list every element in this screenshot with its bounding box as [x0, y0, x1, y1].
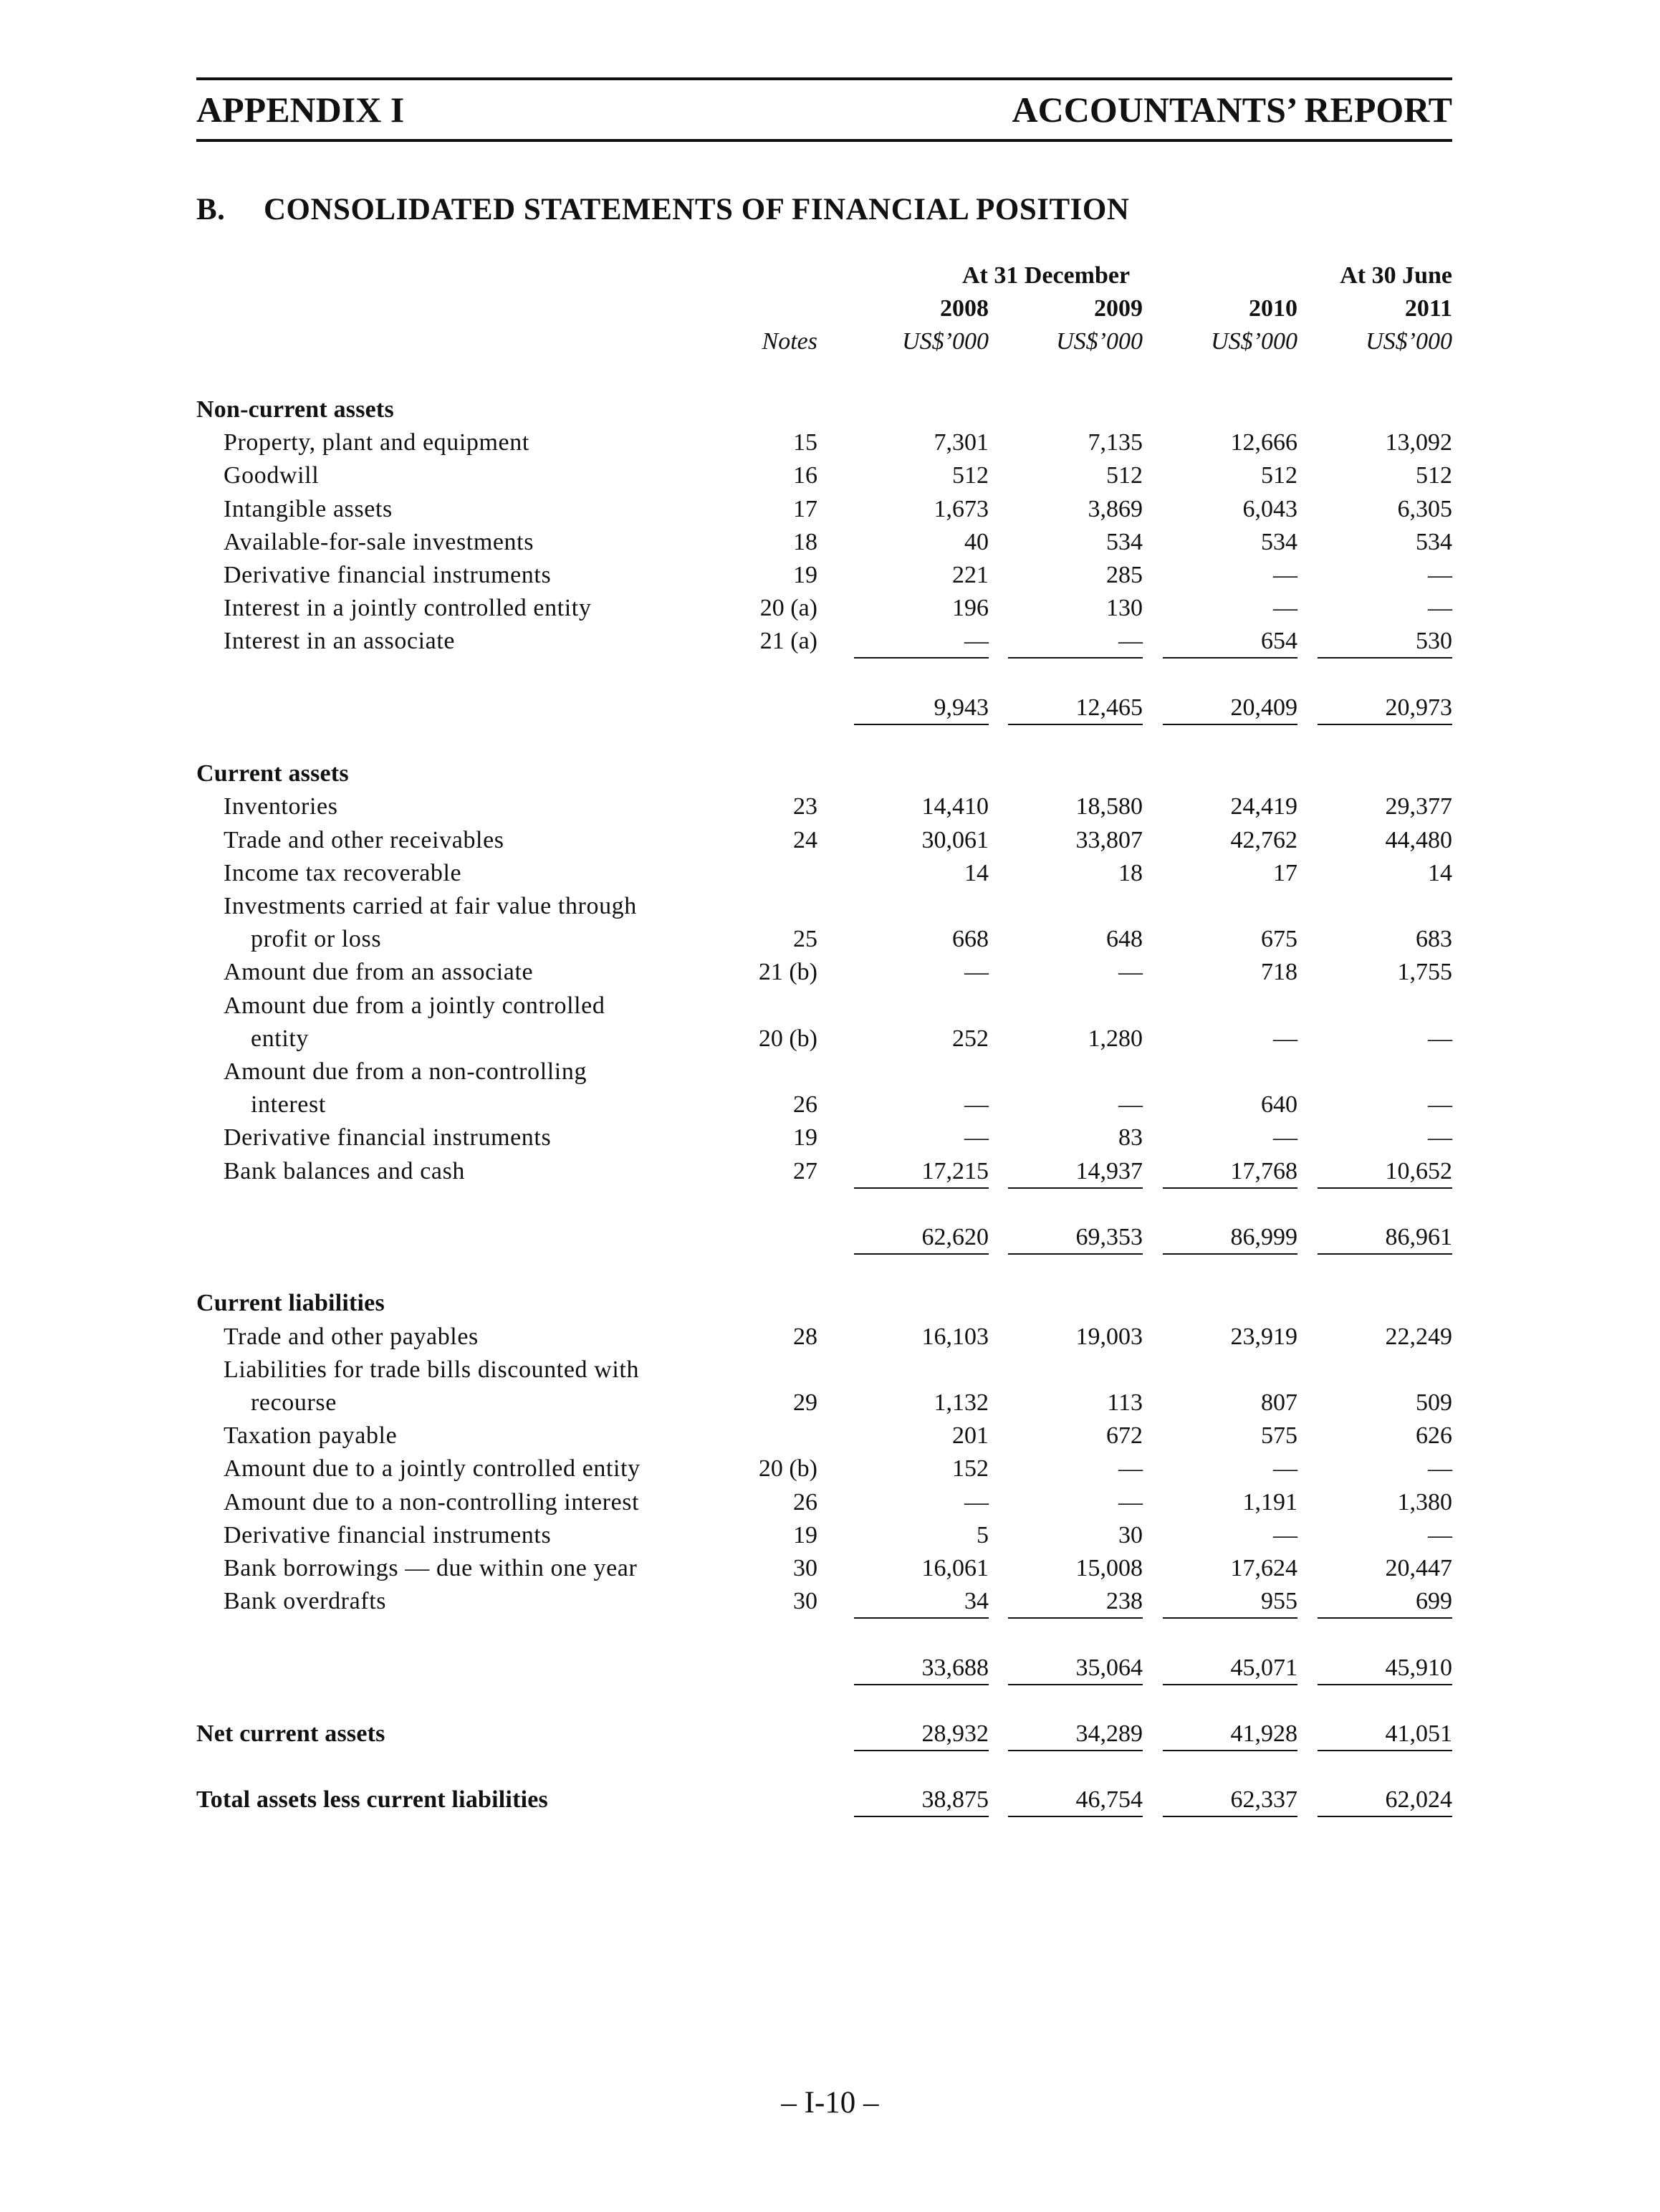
row-label: Bank borrowings — due within one year: [224, 1555, 638, 1581]
sum-underline: [1008, 724, 1143, 725]
value-cell-2008: 30,061: [921, 827, 989, 853]
value-cell-2008: —: [964, 959, 989, 985]
row-note: 29: [793, 1389, 817, 1416]
value-cell-2010: 86,999: [1230, 1224, 1297, 1250]
value-cell-2009: 35,064: [1075, 1655, 1143, 1681]
value-cell-2009: —: [1118, 1455, 1143, 1482]
row-label: Liabilities for trade bills discounted with: [224, 1356, 640, 1383]
value-cell-2011: 626: [1416, 1422, 1452, 1449]
section-heading: Current assets: [196, 760, 349, 787]
value-cell-2011: —: [1428, 562, 1452, 588]
column-year-2009: 2009: [1094, 295, 1143, 322]
row-note: 18: [793, 529, 817, 555]
section-heading-row: [0, 1290, 1660, 1323]
value-cell-2010: 12,666: [1230, 429, 1297, 456]
row-label: Derivative financial instruments: [224, 1522, 552, 1548]
sum-underline: [854, 1684, 989, 1685]
sum-underline: [1008, 1684, 1143, 1685]
value-cell-2009: —: [1118, 1489, 1143, 1516]
value-cell-2010: 17,768: [1230, 1158, 1297, 1184]
sum-underline: [854, 657, 989, 659]
value-cell-2008: 7,301: [934, 429, 989, 456]
value-cell-2008: —: [964, 1124, 989, 1151]
table-row: [0, 429, 1660, 462]
value-cell-2011: 6,305: [1397, 496, 1452, 522]
value-cell-2008: 14,410: [921, 793, 989, 820]
table-row: [0, 1522, 1660, 1555]
column-group-december: At 31 December: [961, 262, 1131, 289]
row-label: Interest in an associate: [224, 628, 456, 654]
table-row: [0, 959, 1660, 992]
sum-underline: [1008, 657, 1143, 659]
sum-underline: [1163, 1684, 1297, 1685]
value-cell-2009: 15,008: [1075, 1555, 1143, 1581]
sum-underline: [1008, 1816, 1143, 1817]
value-cell-2011: 699: [1416, 1588, 1452, 1614]
row-note: 30: [793, 1588, 817, 1614]
column-year-2011: 2011: [1404, 295, 1452, 322]
value-cell-2009: 534: [1106, 529, 1143, 555]
table-row: [0, 1422, 1660, 1455]
sum-underline: [1318, 657, 1452, 659]
row-label: Amount due to a non-controlling interest: [224, 1489, 640, 1516]
value-cell-2008: 16,103: [921, 1323, 989, 1350]
value-cell-2011: 512: [1416, 462, 1452, 489]
value-cell-2010: 955: [1261, 1588, 1297, 1614]
value-cell-2008: 16,061: [921, 1555, 989, 1581]
row-label: Income tax recoverable: [224, 860, 462, 886]
value-cell-2010: 42,762: [1230, 827, 1297, 853]
value-cell-2009: 113: [1107, 1389, 1143, 1416]
section-title-text: CONSOLIDATED STATEMENTS OF FINANCIAL POSITION: [264, 193, 1130, 226]
value-cell-2008: 28,932: [921, 1720, 989, 1747]
value-cell-2009: 19,003: [1075, 1323, 1143, 1350]
row-label: Amount due from a jointly controlled: [224, 992, 605, 1019]
value-cell-2011: 41,051: [1385, 1720, 1452, 1747]
sum-underline: [1008, 1187, 1143, 1189]
column-unit-2011: US$’000: [1366, 328, 1452, 355]
table-row: [0, 529, 1660, 562]
value-cell-2011: 86,961: [1385, 1224, 1452, 1250]
row-note: 21 (a): [759, 628, 817, 654]
sum-underline: [1163, 1253, 1297, 1255]
value-cell-2011: 1,755: [1397, 959, 1452, 985]
row-note: 16: [793, 462, 817, 489]
row-label: Trade and other payables: [224, 1323, 479, 1350]
row-note: 28: [793, 1323, 817, 1350]
value-cell-2008: 40: [964, 529, 989, 555]
value-cell-2011: —: [1428, 595, 1452, 621]
sum-underline: [854, 724, 989, 725]
value-cell-2011: 20,973: [1385, 694, 1452, 721]
value-cell-2008: 5: [977, 1522, 989, 1548]
value-cell-2011: —: [1428, 1091, 1452, 1118]
sum-underline: [1163, 1816, 1297, 1817]
row-note: 25: [793, 926, 817, 952]
row-note: 20 (b): [758, 1025, 817, 1052]
sum-underline: [1318, 1253, 1452, 1255]
value-cell-2008: —: [964, 1091, 989, 1118]
value-cell-2010: —: [1273, 595, 1297, 621]
header-top-rule: [196, 77, 1452, 80]
row-note: 23: [793, 793, 817, 820]
value-cell-2010: 534: [1261, 529, 1297, 555]
value-cell-2009: 672: [1106, 1422, 1143, 1449]
row-label: Property, plant and equipment: [224, 429, 529, 456]
table-row: [0, 1124, 1660, 1157]
value-cell-2008: 196: [952, 595, 989, 621]
sum-underline: [1318, 1684, 1452, 1685]
value-cell-2011: 20,447: [1385, 1555, 1452, 1581]
table-row: [0, 1356, 1660, 1389]
value-cell-2011: 45,910: [1385, 1655, 1452, 1681]
row-label: Available-for-sale investments: [224, 529, 534, 555]
value-cell-2008: 17,215: [921, 1158, 989, 1184]
row-note: 21 (b): [758, 959, 817, 985]
table-row: [0, 827, 1660, 860]
row-label: Derivative financial instruments: [224, 562, 552, 588]
value-cell-2011: —: [1428, 1455, 1452, 1482]
value-cell-2009: 69,353: [1075, 1224, 1143, 1250]
value-cell-2009: 18,580: [1075, 793, 1143, 820]
row-note: 20 (b): [758, 1455, 817, 1482]
value-cell-2008: —: [964, 1489, 989, 1516]
table-row: [0, 1455, 1660, 1488]
section-heading: Non-current assets: [196, 396, 394, 423]
value-cell-2009: 18: [1118, 860, 1143, 886]
row-label: Amount due from an associate: [224, 959, 534, 985]
column-notes-label: Notes: [762, 328, 817, 355]
column-year-2008: 2008: [940, 295, 989, 322]
value-cell-2009: 7,135: [1088, 429, 1143, 456]
value-cell-2008: 1,132: [934, 1389, 989, 1416]
sum-underline: [854, 1816, 989, 1817]
row-note: 19: [793, 1522, 817, 1548]
value-cell-2011: 44,480: [1385, 827, 1452, 853]
value-cell-2008: 221: [952, 562, 989, 588]
value-cell-2008: 9,943: [934, 694, 989, 721]
value-cell-2008: 38,875: [921, 1786, 989, 1813]
value-cell-2010: 512: [1261, 462, 1297, 489]
table-row: [0, 893, 1660, 926]
total-row: [0, 1720, 1660, 1753]
sum-underline: [854, 1187, 989, 1189]
section-heading: Current liabilities: [196, 1290, 385, 1316]
row-note: 19: [793, 562, 817, 588]
value-cell-2008: 62,620: [921, 1224, 989, 1250]
value-cell-2010: —: [1273, 1455, 1297, 1482]
value-cell-2009: 648: [1106, 926, 1143, 952]
value-cell-2011: 10,652: [1385, 1158, 1452, 1184]
value-cell-2011: 62,024: [1385, 1786, 1452, 1813]
row-label: profit or loss: [251, 926, 382, 952]
table-row: [0, 860, 1660, 893]
total-row: [0, 1786, 1660, 1819]
value-cell-2010: 654: [1261, 628, 1297, 654]
value-cell-2010: 640: [1261, 1091, 1297, 1118]
value-cell-2010: 24,419: [1230, 793, 1297, 820]
sum-underline: [1163, 1617, 1297, 1619]
sum-underline: [1318, 1816, 1452, 1817]
table-row: [0, 992, 1660, 1025]
row-note: 24: [793, 827, 817, 853]
row-note: 26: [793, 1091, 817, 1118]
sum-underline: [1008, 1750, 1143, 1751]
row-note: 19: [793, 1124, 817, 1151]
value-cell-2010: 17: [1273, 860, 1297, 886]
sum-underline: [1318, 1750, 1452, 1751]
column-unit-2009: US$’000: [1056, 328, 1143, 355]
table-row: [0, 1158, 1660, 1191]
table-row: [0, 1555, 1660, 1588]
table-row: [0, 1389, 1660, 1422]
sum-underline: [1008, 1253, 1143, 1255]
value-cell-2011: 13,092: [1385, 429, 1452, 456]
section-letter: B.: [196, 193, 226, 226]
row-label: Total assets less current liabilities: [196, 1786, 548, 1813]
table-row: [0, 1058, 1660, 1091]
sum-underline: [1008, 1617, 1143, 1619]
value-cell-2011: 534: [1416, 529, 1452, 555]
value-cell-2009: —: [1118, 1091, 1143, 1118]
value-cell-2008: 33,688: [921, 1655, 989, 1681]
table-row: [0, 926, 1660, 959]
table-row: [0, 496, 1660, 529]
sum-underline: [1163, 724, 1297, 725]
header-bottom-rule: [196, 139, 1452, 142]
value-cell-2008: 14: [964, 860, 989, 886]
value-cell-2009: 238: [1106, 1588, 1143, 1614]
value-cell-2009: —: [1118, 959, 1143, 985]
sum-underline: [1318, 1187, 1452, 1189]
value-cell-2011: 509: [1416, 1389, 1452, 1416]
value-cell-2010: —: [1273, 562, 1297, 588]
value-cell-2008: 201: [952, 1422, 989, 1449]
row-label: Investments carried at fair value through: [224, 893, 637, 919]
value-cell-2010: 20,409: [1230, 694, 1297, 721]
row-label: recourse: [251, 1389, 337, 1416]
column-group-june: At 30 June: [1340, 262, 1452, 289]
subtotal-row: [0, 1655, 1660, 1687]
sum-underline: [1163, 1187, 1297, 1189]
column-unit-2010: US$’000: [1211, 328, 1297, 355]
section-heading-row: [0, 760, 1660, 793]
value-cell-2010: 718: [1261, 959, 1297, 985]
value-cell-2008: —: [964, 628, 989, 654]
value-cell-2010: 6,043: [1242, 496, 1297, 522]
value-cell-2011: 1,380: [1397, 1489, 1452, 1516]
table-row: [0, 595, 1660, 628]
sum-underline: [1163, 657, 1297, 659]
table-row: [0, 1323, 1660, 1356]
value-cell-2010: —: [1273, 1124, 1297, 1151]
value-cell-2010: 41,928: [1230, 1720, 1297, 1747]
value-cell-2009: 512: [1106, 462, 1143, 489]
value-cell-2010: 807: [1261, 1389, 1297, 1416]
table-row: [0, 628, 1660, 661]
value-cell-2010: 45,071: [1230, 1655, 1297, 1681]
row-label: Goodwill: [224, 462, 320, 489]
subtotal-row: [0, 1224, 1660, 1257]
subtotal-row: [0, 694, 1660, 727]
row-label: Intangible assets: [224, 496, 393, 522]
value-cell-2009: 1,280: [1088, 1025, 1143, 1052]
row-label: Bank overdrafts: [224, 1588, 387, 1614]
value-cell-2011: —: [1428, 1025, 1452, 1052]
value-cell-2009: 12,465: [1075, 694, 1143, 721]
value-cell-2011: 14: [1428, 860, 1452, 886]
row-label: entity: [251, 1025, 310, 1052]
row-label: Net current assets: [196, 1720, 385, 1747]
value-cell-2011: 683: [1416, 926, 1452, 952]
value-cell-2009: 34,289: [1075, 1720, 1143, 1747]
row-note: 15: [793, 429, 817, 456]
value-cell-2011: 530: [1416, 628, 1452, 654]
row-label: Amount due to a jointly controlled entity: [224, 1455, 641, 1482]
value-cell-2009: 46,754: [1075, 1786, 1143, 1813]
table-row: [0, 793, 1660, 826]
row-label: Derivative financial instruments: [224, 1124, 552, 1151]
sum-underline: [854, 1617, 989, 1619]
sum-underline: [1318, 724, 1452, 725]
value-cell-2010: —: [1273, 1025, 1297, 1052]
sum-underline: [1318, 1617, 1452, 1619]
row-label: Taxation payable: [224, 1422, 398, 1449]
value-cell-2008: 512: [952, 462, 989, 489]
table-row: [0, 1025, 1660, 1058]
value-cell-2008: 252: [952, 1025, 989, 1052]
value-cell-2009: 33,807: [1075, 827, 1143, 853]
value-cell-2009: 285: [1106, 562, 1143, 588]
value-cell-2010: 1,191: [1242, 1489, 1297, 1516]
value-cell-2009: 83: [1118, 1124, 1143, 1151]
appendix-label: APPENDIX I: [196, 90, 405, 130]
value-cell-2010: —: [1273, 1522, 1297, 1548]
table-row: [0, 1588, 1660, 1621]
value-cell-2009: 30: [1118, 1522, 1143, 1548]
value-cell-2009: 3,869: [1088, 496, 1143, 522]
row-note: 20 (a): [759, 595, 817, 621]
value-cell-2009: 14,937: [1075, 1158, 1143, 1184]
row-note: 30: [793, 1555, 817, 1581]
value-cell-2010: 62,337: [1230, 1786, 1297, 1813]
row-label: Trade and other receivables: [224, 827, 504, 853]
row-label: interest: [251, 1091, 326, 1118]
value-cell-2010: 17,624: [1230, 1555, 1297, 1581]
value-cell-2011: —: [1428, 1522, 1452, 1548]
row-note: 26: [793, 1489, 817, 1516]
report-title: ACCOUNTANTS’ REPORT: [1012, 90, 1452, 130]
column-unit-2008: US$’000: [902, 328, 989, 355]
value-cell-2011: 22,249: [1385, 1323, 1452, 1350]
table-row: [0, 1091, 1660, 1124]
row-note: 17: [793, 496, 817, 522]
row-label: Inventories: [224, 793, 338, 820]
value-cell-2010: 675: [1261, 926, 1297, 952]
column-year-2010: 2010: [1249, 295, 1297, 322]
value-cell-2009: —: [1118, 628, 1143, 654]
value-cell-2009: 130: [1106, 595, 1143, 621]
section-title: [196, 192, 1129, 227]
sum-underline: [854, 1253, 989, 1255]
value-cell-2008: 34: [964, 1588, 989, 1614]
table-row: [0, 1489, 1660, 1522]
sum-underline: [1163, 1750, 1297, 1751]
section-heading-row: [0, 396, 1660, 429]
value-cell-2008: 668: [952, 926, 989, 952]
row-label: Interest in a jointly controlled entity: [224, 595, 592, 621]
value-cell-2011: —: [1428, 1124, 1452, 1151]
value-cell-2008: 1,673: [934, 496, 989, 522]
row-label: Amount due from a non-controlling: [224, 1058, 587, 1085]
row-note: 27: [793, 1158, 817, 1184]
table-row: [0, 462, 1660, 495]
value-cell-2010: 23,919: [1230, 1323, 1297, 1350]
sum-underline: [854, 1750, 989, 1751]
row-label: Bank balances and cash: [224, 1158, 466, 1184]
value-cell-2010: 575: [1261, 1422, 1297, 1449]
page-number: – I-10 –: [781, 2086, 879, 2120]
value-cell-2011: 29,377: [1385, 793, 1452, 820]
value-cell-2008: 152: [952, 1455, 989, 1482]
table-row: [0, 562, 1660, 595]
